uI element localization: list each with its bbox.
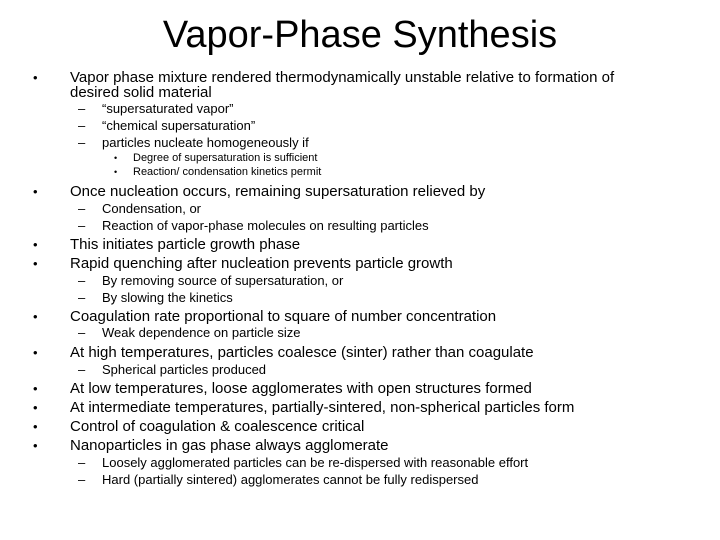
bullet-text: This initiates particle growth phase [70, 236, 301, 253]
bullet-marker: • [33, 438, 38, 453]
dash-marker: – [78, 455, 86, 470]
bullet-marker: • [33, 381, 38, 396]
sub-bullet-text: Condensation, or [102, 201, 202, 216]
sub-bullet-text: By removing source of supersaturation, or [102, 273, 344, 288]
bullet-text: Once nucleation occurs, remaining supersaturation relieved by [70, 183, 486, 200]
slide-title: Vapor-Phase Synthesis [162, 14, 558, 56]
bullet-marker: • [33, 184, 38, 199]
sub-bullet-text: particles nucleate homogeneously if [102, 135, 309, 150]
bullet-text: At high temperatures, particles coalesce (sinter) rather than coagulate [70, 344, 534, 361]
sub-bullet-text: Reaction of vapor-phase molecules on resulting particles [102, 218, 429, 233]
dash-marker: – [78, 135, 86, 150]
sub-sub-bullet-text: Degree of supersaturation is sufficient [133, 152, 318, 164]
bullet-text: Vapor phase mixture rendered thermodynamically unstable relative to formation of [70, 69, 615, 86]
sub-bullet-text: Spherical particles produced [102, 362, 267, 377]
sub-bullet-text: By slowing the kinetics [102, 290, 233, 305]
bullet-text: Rapid quenching after nucleation prevents particle growth [70, 255, 453, 272]
bullet-text: Coagulation rate proportional to square of number concentration [70, 308, 497, 325]
dash-marker: – [78, 201, 86, 216]
sub-sub-bullet-text: Reaction/ condensation kinetics permit [133, 166, 322, 178]
sub-bullet-text: “chemical supersaturation” [102, 118, 256, 133]
dash-marker: – [78, 101, 86, 116]
dash-marker: – [78, 118, 86, 133]
sub-bullet-text: Weak dependence on particle size [102, 325, 301, 340]
dash-marker: – [78, 325, 86, 340]
bullet-marker: • [33, 419, 38, 434]
bullet-marker: • [33, 256, 38, 271]
sub-bullet-text: Loosely agglomerated particles can be re-dispersed with reasonable effort [102, 455, 529, 470]
dash-marker: – [78, 472, 86, 487]
bullet-text: At low temperatures, loose agglomerates with open structures formed [70, 380, 532, 397]
bullet-text: At intermediate temperatures, partially-sintered, non-spherical particles form [70, 399, 575, 416]
bullet-text: Nanoparticles in gas phase always agglomerate [70, 437, 389, 454]
bullet-text: desired solid material [70, 84, 212, 101]
bullet-marker: • [33, 400, 38, 415]
dash-marker: – [78, 218, 86, 233]
dash-marker: – [78, 362, 86, 377]
bullet-marker: • [33, 237, 38, 252]
bullet-marker: • [33, 309, 38, 324]
sub-bullet-text: Hard (partially sintered) agglomerates cannot be fully redispersed [102, 472, 479, 487]
bullet-marker: • [33, 70, 38, 85]
sub-bullet-marker: • [114, 167, 118, 177]
dash-marker: – [78, 273, 86, 288]
bullet-marker: • [33, 345, 38, 360]
dash-marker: – [78, 290, 86, 305]
bullet-text: Control of coagulation & coalescence critical [70, 418, 365, 435]
sub-bullet-marker: • [114, 153, 118, 163]
sub-bullet-text: “supersaturated vapor” [102, 101, 234, 116]
